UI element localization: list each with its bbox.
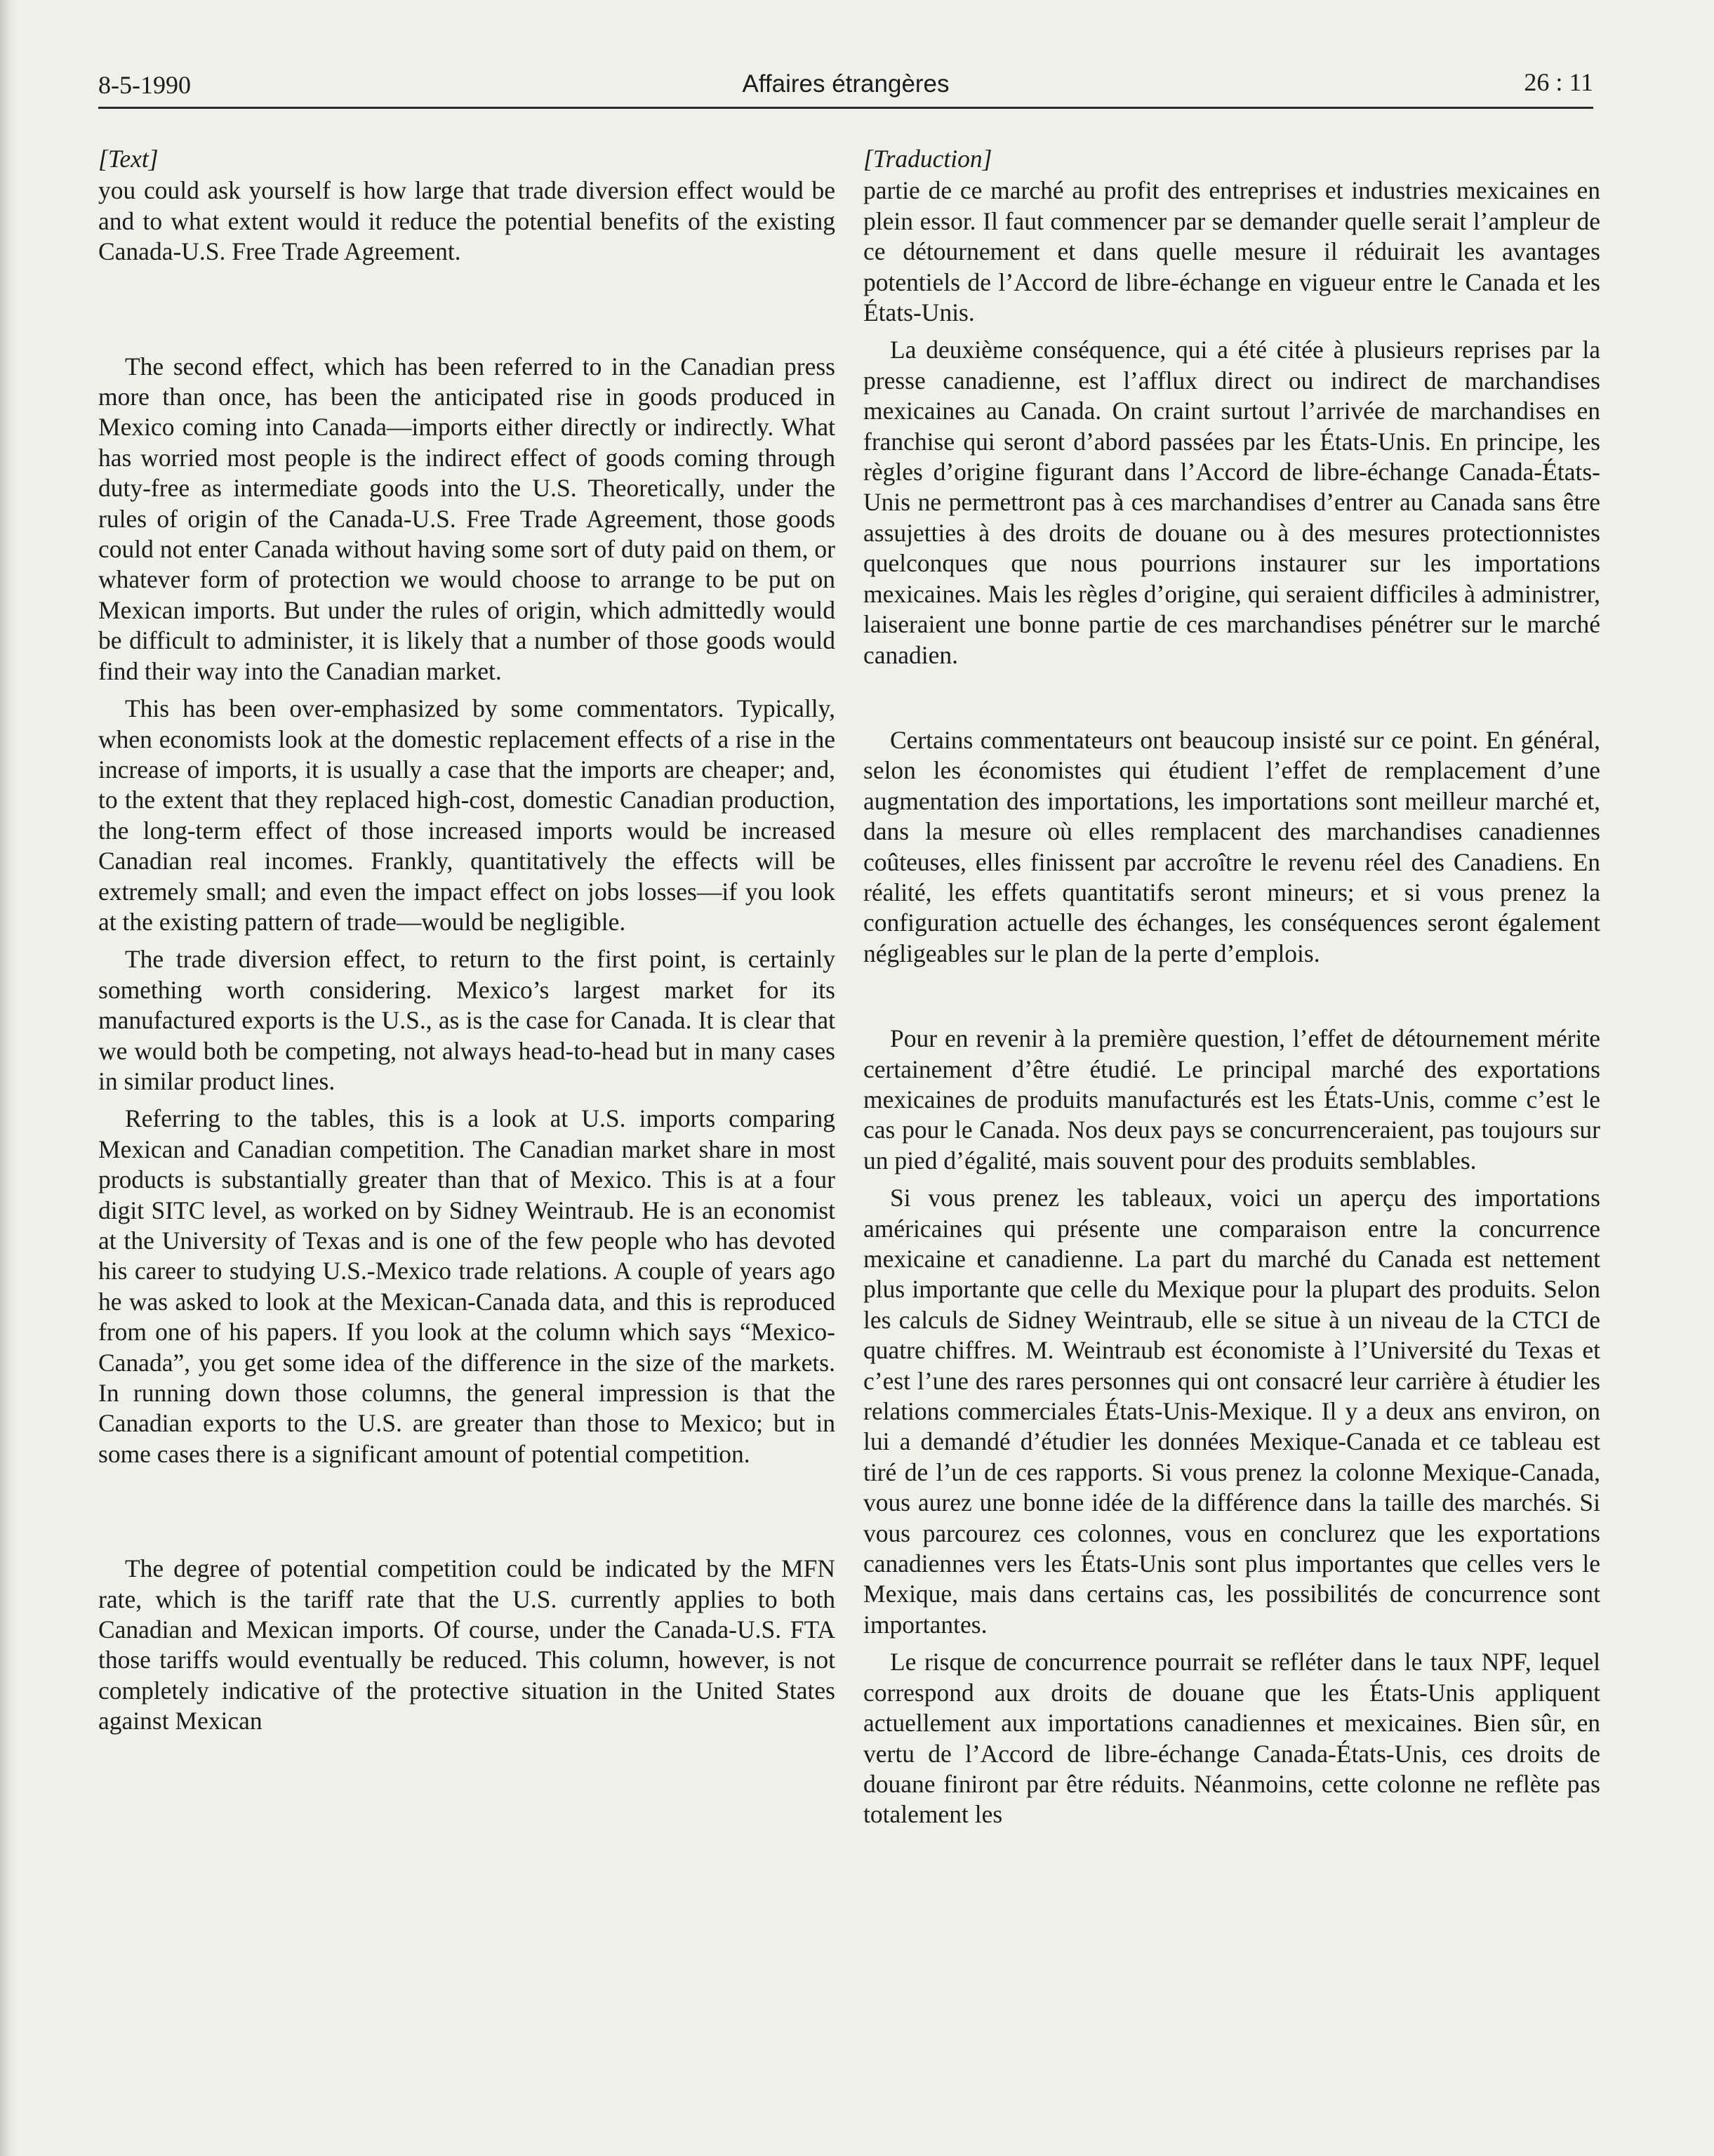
- french-paragraph: Le risque de concurrence pourrait se refléter dans le taux NPF, lequel correspond aux droits de douane que les États-Unis appliquent actuellement aux importations canadiennes et mexicaines. Bien sûr, en vertu de l’Accord de libre-échange Canada-États-Unis, ces droits de douane finiront par être réduits. Néanmoins, cette colonne ne reflète pas totalement les: [863, 1648, 1600, 1829]
- french-paragraph: partie de ce marché au profit des entreprises et industries mexicaines en plein essor. Il faut commencer par se demander quelle serait l’ampleur de ce détournement et dans quelle mesure il réduirait les avantages potentiels de l’Accord de libre-échange en vigueur entre le Canada et les États-Unis.: [863, 176, 1600, 327]
- french-label: [Traduction]: [863, 145, 992, 173]
- french-paragraph: Si vous prenez les tableaux, voici un aperçu des importations américaines qui présente une comparaison entre la concurrence mexicaine et canadienne. La part du marché du Canada est nettement plus importante que celle du Mexique pour la plupart des produits. Selon les calculs de Sidney Weintraub, elle se situe à un niveau de la CTCI de quatre chiffres. M. Weintraub est économiste à l’Université du Texas et c’est l’une des rares personnes qui ont consacré leur carrière à étudier les relations commerciales États-Unis-Mexique. Il y a deux ans environ, on lui a demandé d’étudier les données Mexique-Canada et ce tableau est tiré de l’un de ces rapports. Si vous prenez la colonne Mexique-Canada, vous aurez une bonne idée de la différence dans la taille des marchés. Si vous parcourez ces colonnes, vous en conclurez que les exportations canadiennes vers les États-Unis sont plus importantes que celles vers le Mexique, mais dans certains cas, les possibilités de concurrence sont importantes.: [863, 1184, 1600, 1639]
- english-paragraph: Referring to the tables, this is a look at U.S. imports comparing Mexican and Canadian competition. The Canadian market share in most products is substantially greater than that of Mexico. This is at a four digit SITC level, as worked on by Sidney Weintraub. He is an economist at the University of Texas and is one of the few people who has devoted his career to studying U.S.-Mexico trade relations. A couple of years ago he was asked to look at the Mexican-Canada data, and this is reproduced from one of his papers. If you look at the column which says “Mexico-Canada”, you get some idea of the difference in the size of the markets. In running down those columns, the general impression is that the Canadian exports to the U.S. are greater than those to Mexico; but in some cases there is a significant amount of potential competition.: [98, 1104, 835, 1468]
- french-paragraph: Pour en revenir à la première question, l’effet de détournement mérite certainement d’être étudié. Le principal marché des exportations mexicaines de produits manufacturés est les États-Unis, comme c’est le cas pour le Canada. Nos deux pays se concurrenceraient, pas toujours sur un pied d’égalité, mais souvent pour des produits semblables.: [863, 1024, 1600, 1175]
- french-paragraph: Certains commentateurs ont beaucoup insisté sur ce point. En général, selon les économistes qui étudient l’effet de remplacement d’une augmentation des importations, les importations sont meilleur marché et, dans la mesure où elles remplacent des marchandises canadiennes coûteuses, elles finissent par accroître le revenu réel des Canadiens. En réalité, les effets quantitatifs seront mineurs; et si vous prenez la configuration actuelle des échanges, les conséquences seront également négligeables sur le plan de la perte d’emplois.: [863, 725, 1600, 967]
- english-paragraph: The second effect, which has been referred to in the Canadian press more than once, has been the anticipated rise in goods produced in Mexico coming into Canada—imports either directly or indirectly. What has worried most people is the indirect effect of goods coming through duty-free as intermediate goods into the U.S. Theoretically, under the rules of origin of the Canada-U.S. Free Trade Agreement, those goods could not enter Canada without having some sort of duty paid on them, or whatever form of protection we would choose to arrange to be put on Mexican imports. But under the rules of origin, which admittedly would be difficult to administer, it is likely that a number of those goods would find their way into the Canadian market.: [98, 352, 835, 685]
- header-title: Affaires étrangères: [742, 70, 950, 98]
- header-date: 8-5-1990: [98, 71, 191, 99]
- french-column: [863, 144, 1600, 1830]
- english-paragraph: The degree of potential competition could be indicated by the MFN rate, which is the tariff rate that the U.S. currently applies to both Canadian and Mexican imports. Of course, under the Canada-U.S. FTA those tariffs would eventually be reduced. This column, however, is not completely indicative of the protective situation in the United States against Mexican: [98, 1554, 835, 1735]
- header-page-number: 26 : 11: [1524, 68, 1593, 96]
- english-label: [Text]: [98, 145, 159, 173]
- english-paragraph: This has been over-emphasized by some commentators. Typically, when economists look at the domestic replacement effects of a rise in the increase of imports, it is usually a case that the imports are cheaper; and, to the extent that they replaced high-cost, domestic Canadian production, the long-term effect of those increased imports would be increased Canadian real incomes. Frankly, quantitatively the effects will be extremely small; and even the impact effect on jobs losses—if you look at the existing pattern of trade—would be negligible.: [98, 694, 835, 936]
- french-paragraph: La deuxième conséquence, qui a été citée à plusieurs reprises par la presse canadienne, est l’afflux direct ou indirect de marchandises mexicaines au Canada. On craint surtout l’arrivée de marchandises en franchise qui seront d’abord passées par les États-Unis. En principe, les règles d’origine figurant dans l’Accord de libre-échange Canada-États-Unis ne permettront pas à ces marchandises d’entrer au Canada sans être assujetties à des droits de douane ou à des mesures protectionnistes quelconques que nous pourrions instaurer sur les importations mexicaines. Mais les règles d’origine, qui seraient difficiles à administrer, laiseraient une bonne partie de ces marchandises pénétrer sur le marché canadien.: [863, 336, 1600, 669]
- header-rule: [98, 107, 1593, 109]
- page-spine-shadow: [0, 0, 17, 2156]
- english-paragraph: The trade diversion effect, to return to the first point, is certainly something worth considering. Mexico’s largest market for its manufactured exports is the U.S., as is the case for Canada. It is clear that we would both be competing, not always head-to-head but in many cases in similar product lines.: [98, 945, 835, 1095]
- page-header: [98, 65, 1593, 107]
- english-label-text: Text: [107, 145, 149, 173]
- french-label-text: Traduction: [872, 145, 983, 173]
- english-paragraph: you could ask yourself is how large that trade diversion effect would be and to what extent would it reduce the potential benefits of the existing Canada-U.S. Free Trade Agreement.: [98, 176, 835, 266]
- english-column: [98, 144, 835, 1737]
